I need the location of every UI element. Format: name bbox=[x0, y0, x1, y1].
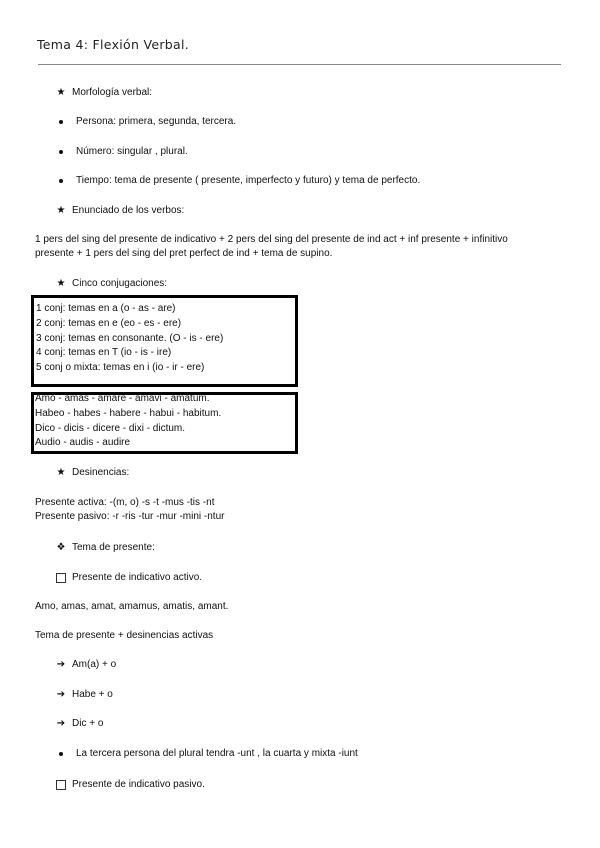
checklist-item-activo bbox=[54, 571, 202, 584]
bullet-dot-icon bbox=[59, 179, 63, 183]
arrow-item-dic bbox=[54, 717, 103, 730]
ejemplo-line: Habeo - habes - habere - habui - habitum. bbox=[35, 407, 222, 419]
star-icon: ★ bbox=[56, 205, 66, 216]
heading-cinco-conjugaciones bbox=[54, 277, 167, 290]
arrow-right-icon: ➔ bbox=[56, 659, 66, 670]
arrow-item-text: Dic + o bbox=[72, 718, 104, 729]
list-item-text: Persona: primera, segunda, tercera. bbox=[76, 116, 237, 127]
conjugacion-amo: Amo, amas, amat, amamus, amatis, amant. bbox=[35, 601, 229, 612]
list-item-text: Tiempo: tema de presente ( presente, imperfecto y futuro) y tema de perfecto. bbox=[76, 175, 421, 186]
arrow-item-habe bbox=[54, 688, 113, 701]
arrow-right-icon: ➔ bbox=[56, 718, 66, 729]
checklist-item-text: Presente de indicativo pasivo. bbox=[72, 779, 205, 790]
list-item-numero bbox=[54, 145, 188, 158]
ejemplo-line: Audio - audis - audire bbox=[35, 437, 131, 449]
arrow-item-text: Habe + o bbox=[72, 689, 113, 700]
heading-desinencias bbox=[54, 466, 129, 479]
subheading-tema-presente-text: Tema de presente: bbox=[72, 542, 155, 553]
heading-enunciado-text: Enunciado de los verbos: bbox=[72, 205, 185, 216]
arrow-right-icon: ➔ bbox=[56, 689, 66, 700]
list-item-tiempo bbox=[54, 174, 420, 187]
diamond-icon: ❖ bbox=[56, 542, 66, 553]
heading-cinco-text: Cinco conjugaciones: bbox=[72, 278, 168, 289]
checkbox-icon bbox=[56, 573, 66, 583]
arrow-item-text: Am(a) + o bbox=[72, 659, 117, 670]
conjugacion-line: 2 conj: temas en e (eo - es - ere) bbox=[36, 317, 182, 329]
enunciado-line-2: presente + 1 pers del sing del pret perfect de ind + tema de supino. bbox=[35, 248, 333, 259]
conjugacion-line: 5 conj o mixta: temas en i (io - ir - ere) bbox=[36, 362, 205, 374]
list-item-persona bbox=[54, 115, 236, 128]
bullet-dot-icon bbox=[59, 150, 63, 154]
ejemplo-line: Dico - dicis - dicere - dixi - dictum. bbox=[35, 422, 186, 434]
bullet-dot-icon bbox=[59, 120, 63, 124]
checklist-item-text: Presente de indicativo activo. bbox=[72, 572, 203, 583]
regla-tema-presente: Tema de presente + desinencias activas bbox=[35, 630, 214, 641]
conjugacion-line: 3 conj: temas en consonante. (O - is - ere) bbox=[36, 332, 224, 344]
star-icon: ★ bbox=[56, 87, 66, 98]
page-title: Tema 4: Flexión Verbal. bbox=[37, 37, 190, 52]
checkbox-icon bbox=[56, 780, 66, 790]
ejemplo-line: Amo - amas - amare - amavi - amatum. bbox=[35, 393, 210, 404]
list-item-text: La tercera persona del plural tendra -unt , la cuarta y mixta -iunt bbox=[76, 748, 358, 759]
list-item-text: Número: singular , plural. bbox=[76, 146, 188, 157]
checklist-item-pasivo bbox=[54, 778, 205, 791]
conjugacion-line: 4 conj: temas en T (io - is - ire) bbox=[36, 347, 172, 359]
list-item-tercera-persona bbox=[54, 747, 358, 760]
heading-morfologia bbox=[54, 86, 152, 99]
conjugaciones-list bbox=[36, 302, 223, 376]
star-icon: ★ bbox=[56, 278, 66, 289]
conjugacion-line: 1 conj: temas en a (o - as - are) bbox=[36, 303, 176, 314]
enunciado-line-1: 1 pers del sing del presente de indicativo + 2 pers del sing del presente de ind act + inf presente + infinitivo bbox=[35, 234, 508, 245]
heading-morfologia-text: Morfología verbal: bbox=[72, 87, 153, 98]
desinencias-pasivo: Presente pasivo: -r -ris -tur -mur -mini -ntur bbox=[35, 511, 225, 522]
title-divider bbox=[38, 64, 561, 65]
star-icon: ★ bbox=[56, 467, 66, 478]
heading-desinencias-text: Desinencias: bbox=[72, 467, 130, 478]
ejemplos-list bbox=[35, 392, 221, 451]
desinencias-activa: Presente activa: -(m, o) -s -t -mus -tis -nt bbox=[35, 497, 215, 508]
subheading-tema-presente bbox=[54, 541, 155, 554]
heading-enunciado bbox=[54, 204, 184, 217]
bullet-dot-icon bbox=[59, 752, 63, 756]
arrow-item-am bbox=[54, 658, 116, 671]
